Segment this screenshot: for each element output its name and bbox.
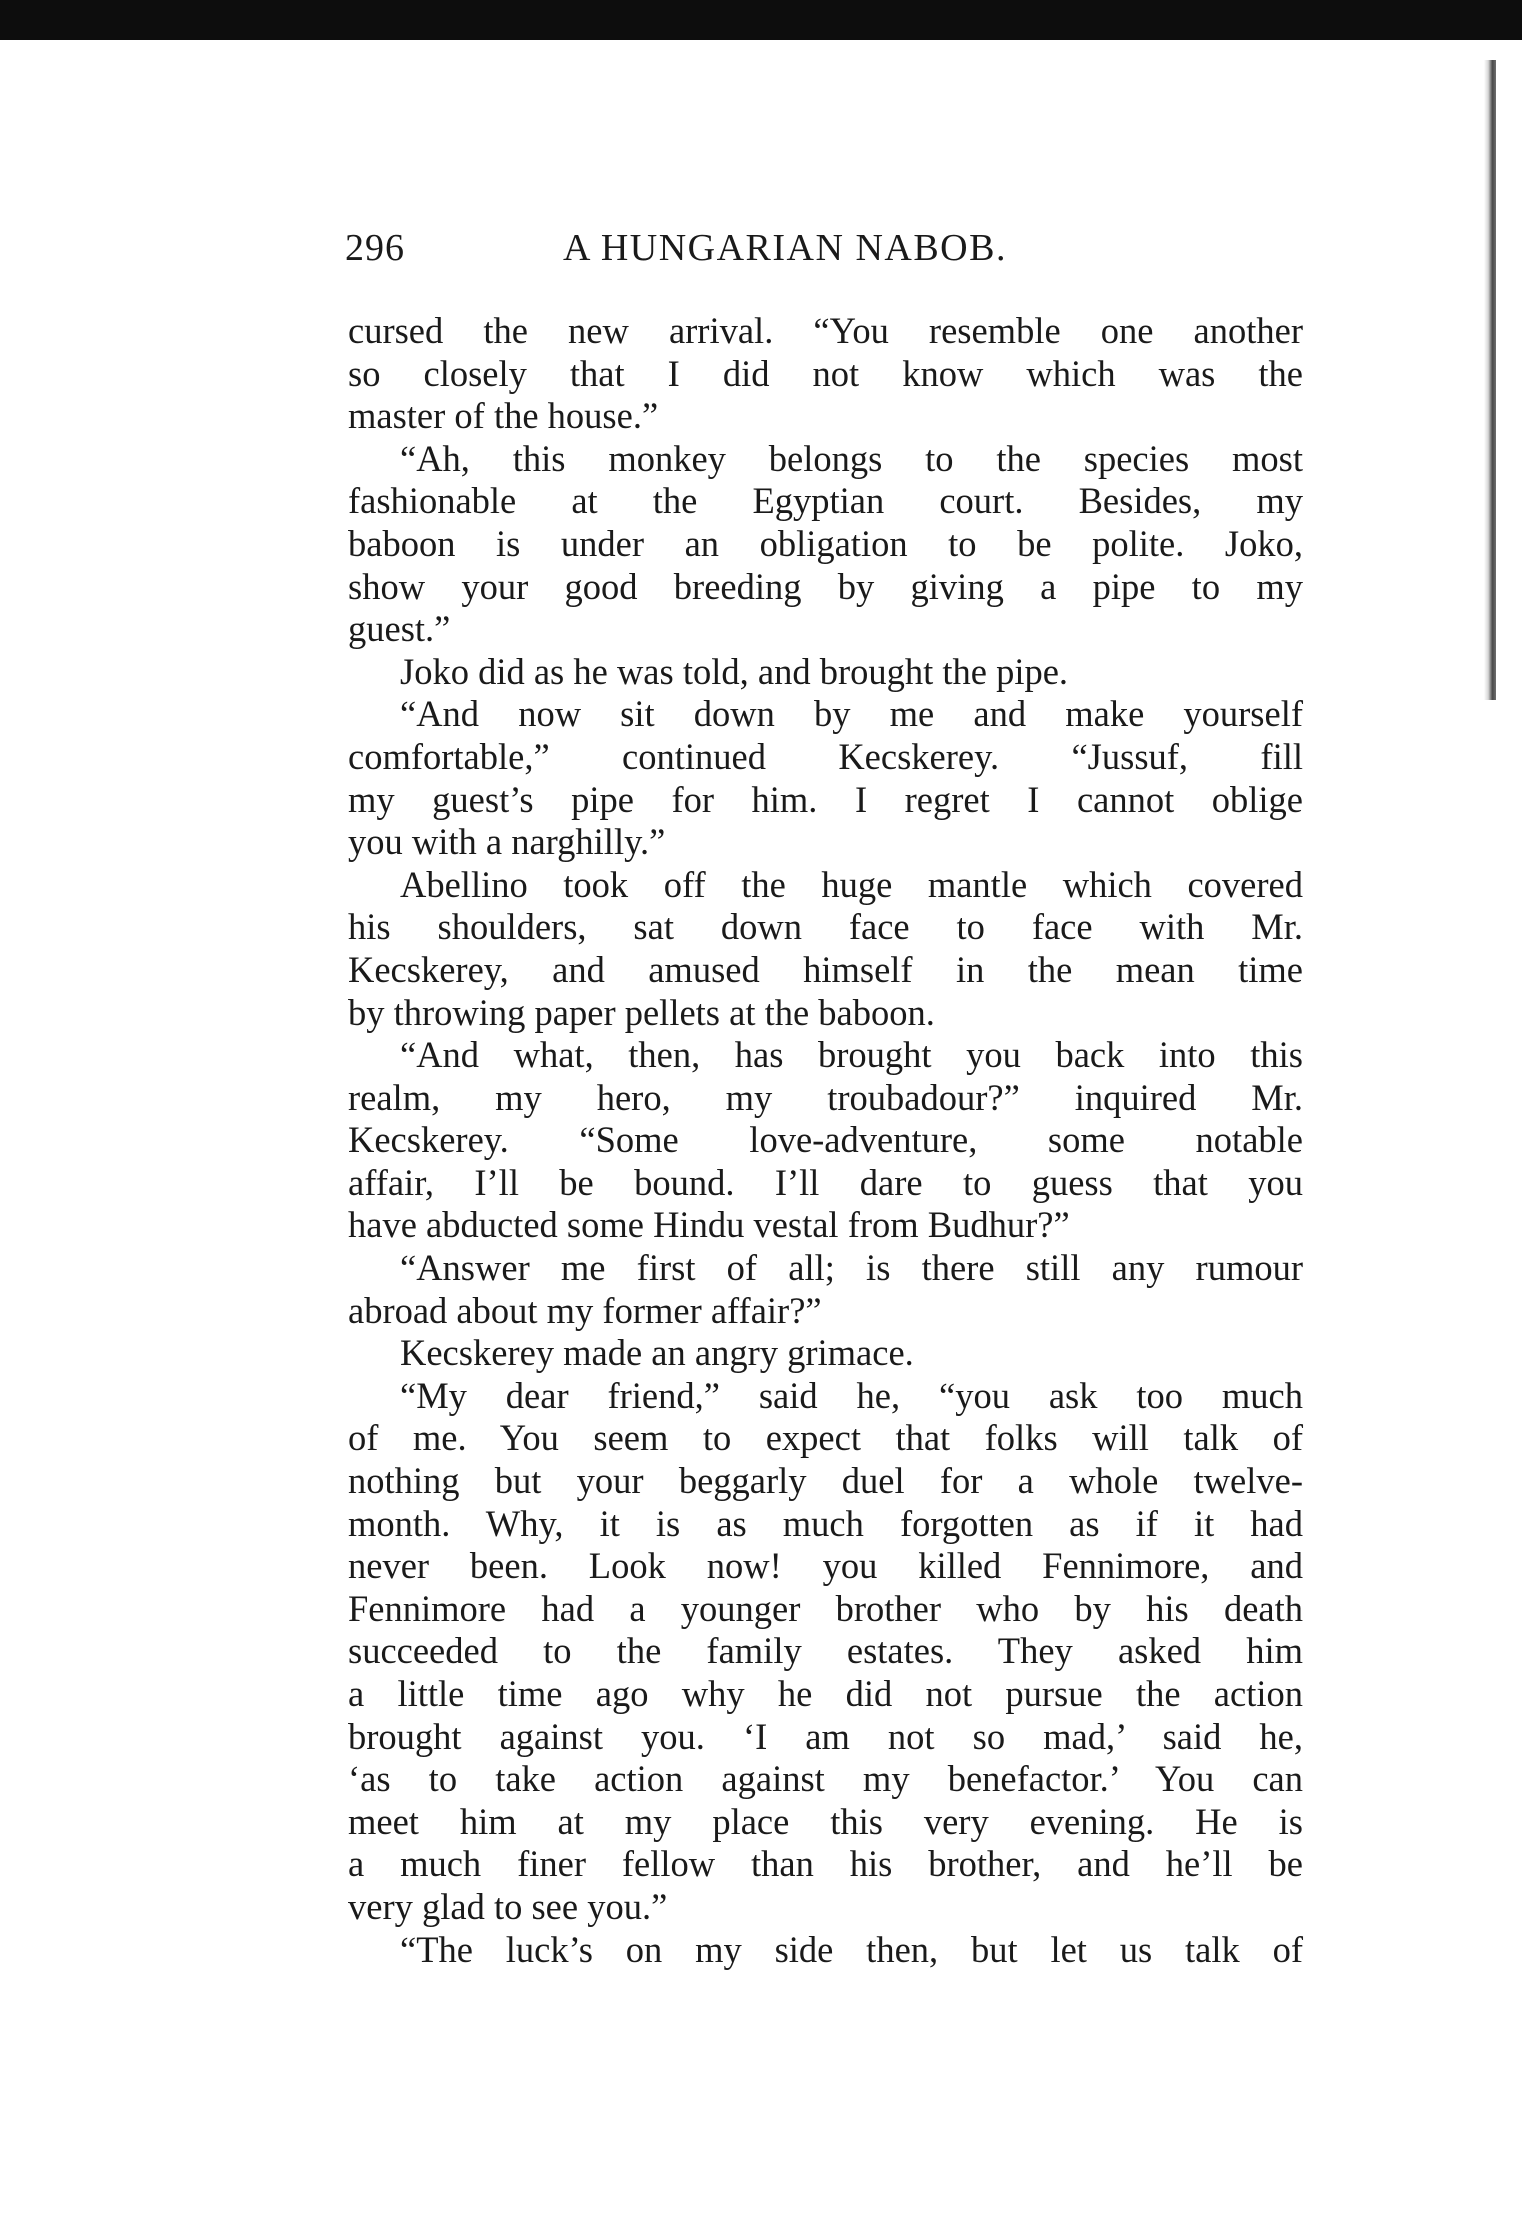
text-line: you with a narghilly.” bbox=[348, 821, 666, 863]
text-line: “And now sit down by me and make yourself bbox=[400, 693, 1303, 735]
text-line: succeeded to the family estates. They asked him bbox=[348, 1630, 1303, 1672]
text-line: guest.” bbox=[348, 608, 451, 650]
text-line: Kecskerey. “Some love-adventure, some notable bbox=[348, 1119, 1303, 1161]
text-line: show your good breeding by giving a pipe to my bbox=[348, 565, 1303, 607]
paragraph bbox=[348, 1929, 1303, 1972]
text-line: realm, my hero, my troubadour?” inquired Mr. bbox=[348, 1076, 1303, 1118]
text-line: affair, I’ll be bound. I’ll dare to guess that you bbox=[348, 1161, 1303, 1203]
text-line: of me. You seem to expect that folks will talk of bbox=[348, 1417, 1303, 1459]
paragraph bbox=[348, 1375, 1303, 1929]
text-line: by throwing paper pellets at the baboon. bbox=[348, 991, 935, 1033]
body-text bbox=[348, 310, 1303, 1971]
text-line: so closely that I did not know which was the bbox=[348, 352, 1303, 394]
text-line: fashionable at the Egyptian court. Besides, my bbox=[348, 480, 1303, 522]
running-head bbox=[345, 226, 1305, 276]
text-line: Fennimore had a younger brother who by his death bbox=[348, 1587, 1303, 1629]
paragraph bbox=[348, 651, 1303, 694]
text-line: his shoulders, sat down face to face with Mr. bbox=[348, 906, 1303, 948]
text-line: baboon is under an obligation to be polite. Joko, bbox=[348, 522, 1303, 564]
text-line: comfortable,” continued Kecskerey. “Jussuf, fill bbox=[348, 735, 1303, 777]
paragraph bbox=[348, 310, 1303, 438]
paragraph bbox=[348, 1034, 1303, 1247]
paragraph bbox=[348, 1247, 1303, 1332]
text-line: cursed the new arrival. “You resemble one another bbox=[348, 310, 1303, 351]
text-line: “My dear friend,” said he, “you ask too much bbox=[400, 1374, 1303, 1416]
text-line: Joko did as he was told, and brought the pipe. bbox=[400, 650, 1069, 692]
page-number: 296 bbox=[345, 227, 405, 269]
text-line: my guest’s pipe for him. I regret I cannot oblige bbox=[348, 778, 1303, 820]
text-line: “The luck’s on my side then, but let us talk of bbox=[400, 1928, 1303, 1970]
text-line: brought against you. ‘I am not so mad,’ said he, bbox=[348, 1715, 1303, 1757]
running-title: A HUNGARIAN NABOB. bbox=[563, 227, 1007, 269]
paragraph bbox=[348, 1332, 1303, 1375]
text-line: ‘as to take action against my benefactor.’ You can bbox=[348, 1758, 1303, 1800]
text-line: Abellino took off the huge mantle which covered bbox=[400, 863, 1303, 905]
text-line: a much finer fellow than his brother, and he’ll be bbox=[348, 1843, 1303, 1885]
paragraph bbox=[348, 864, 1303, 1034]
text-line: month. Why, it is as much forgotten as if it had bbox=[348, 1502, 1303, 1544]
scan-top-border bbox=[0, 0, 1522, 40]
scan-right-edge-shadow bbox=[1484, 60, 1496, 700]
paragraph bbox=[348, 438, 1303, 651]
text-line: abroad about my former affair?” bbox=[348, 1289, 822, 1331]
text-line: have abducted some Hindu vestal from Budhur?” bbox=[348, 1204, 1070, 1246]
text-line: very glad to see you.” bbox=[348, 1885, 668, 1927]
text-line: “And what, then, has brought you back into this bbox=[400, 1034, 1303, 1076]
text-line: never been. Look now! you killed Fennimore, and bbox=[348, 1545, 1303, 1587]
text-line: nothing but your beggarly duel for a whole twelve- bbox=[348, 1460, 1303, 1502]
text-line: master of the house.” bbox=[348, 395, 659, 437]
text-line: meet him at my place this very evening. He is bbox=[348, 1800, 1303, 1842]
paragraph bbox=[348, 693, 1303, 863]
text-line: Kecskerey made an angry grimace. bbox=[400, 1332, 914, 1374]
text-line: “Answer me first of all; is there still any rumour bbox=[400, 1247, 1303, 1289]
text-line: a little time ago why he did not pursue the action bbox=[348, 1673, 1303, 1714]
text-line: Kecskerey, and amused himself in the mean time bbox=[348, 948, 1303, 990]
text-line: “Ah, this monkey belongs to the species most bbox=[400, 437, 1303, 479]
